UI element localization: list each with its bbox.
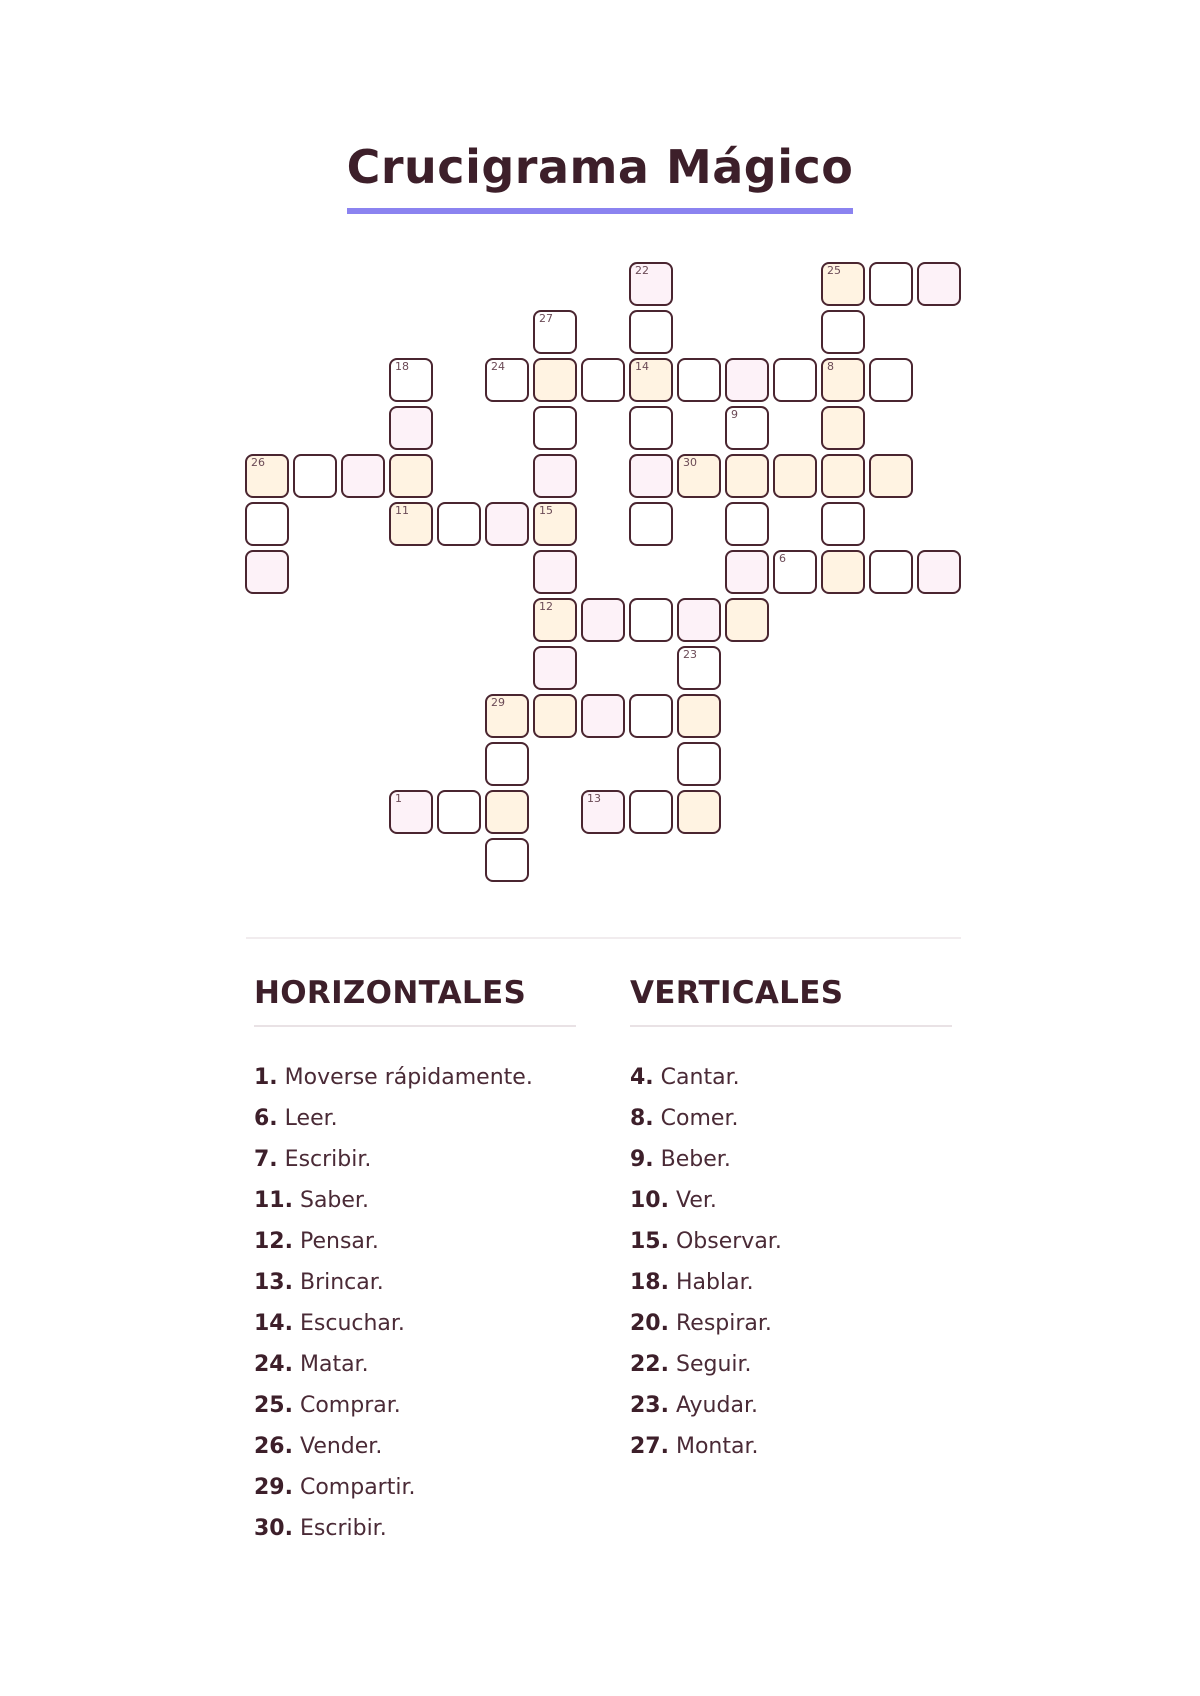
clue-text: Hablar. (675, 1270, 754, 1295)
clue-item (254, 1098, 576, 1139)
clue-number: 23. (630, 1393, 669, 1418)
clue-text: Beber. (660, 1147, 731, 1172)
cell-number: 8 (827, 360, 834, 373)
clue-item (254, 1180, 576, 1221)
clue-text: Comer. (660, 1106, 739, 1131)
clue-item (630, 1139, 952, 1180)
cell-number: 15 (539, 504, 553, 517)
crossword-cell[interactable] (869, 454, 913, 498)
clue-number: 27. (630, 1434, 669, 1459)
crossword-cell[interactable] (869, 550, 913, 594)
clue-item (630, 1344, 952, 1385)
clue-number: 18. (630, 1270, 669, 1295)
across-heading: HORIZONTALES (254, 975, 576, 1027)
clue-item (630, 1385, 952, 1426)
crossword-cell[interactable] (389, 406, 433, 450)
crossword-cell[interactable] (725, 550, 769, 594)
clue-text: Brincar. (299, 1270, 384, 1295)
crossword-cell[interactable] (677, 694, 721, 738)
clue-number: 24. (254, 1352, 293, 1377)
clue-number: 8. (630, 1106, 654, 1131)
cell-number: 27 (539, 312, 553, 325)
crossword-cell[interactable] (917, 262, 961, 306)
crossword-cell[interactable] (485, 838, 529, 882)
clue-number: 7. (254, 1147, 278, 1172)
crossword-cell[interactable] (581, 694, 625, 738)
cell-number: 18 (395, 360, 409, 373)
clue-number: 29. (254, 1475, 293, 1500)
clue-text: Observar. (675, 1229, 782, 1254)
crossword-cell[interactable] (485, 502, 529, 546)
clue-item (254, 1344, 576, 1385)
clue-number: 20. (630, 1311, 669, 1336)
crossword-cell[interactable] (629, 454, 673, 498)
cell-number: 22 (635, 264, 649, 277)
clue-number: 22. (630, 1352, 669, 1377)
clue-text: Leer. (284, 1106, 338, 1131)
crossword-cell[interactable] (485, 742, 529, 786)
crossword-cell[interactable] (677, 646, 721, 690)
crossword-cell[interactable] (581, 358, 625, 402)
clue-item (254, 1139, 576, 1180)
crossword-cell[interactable] (725, 598, 769, 642)
clue-item (630, 1098, 952, 1139)
crossword-cell[interactable] (677, 358, 721, 402)
crossword-cell[interactable] (677, 742, 721, 786)
clue-item (630, 1426, 952, 1467)
clue-item (630, 1303, 952, 1344)
crossword-cell[interactable] (533, 646, 577, 690)
crossword-cell[interactable] (677, 598, 721, 642)
cell-number: 14 (635, 360, 649, 373)
crossword-cell[interactable] (485, 358, 529, 402)
crossword-cell[interactable] (677, 790, 721, 834)
clue-number: 13. (254, 1270, 293, 1295)
crossword-cell[interactable] (821, 310, 865, 354)
crossword-cell[interactable] (725, 454, 769, 498)
clue-text: Escribir. (284, 1147, 372, 1172)
crossword-cell[interactable] (581, 598, 625, 642)
clue-text: Montar. (675, 1434, 759, 1459)
clue-number: 11. (254, 1188, 293, 1213)
crossword-cell[interactable] (533, 310, 577, 354)
crossword-cell[interactable] (485, 694, 529, 738)
crossword-cell[interactable] (341, 454, 385, 498)
clue-text: Escribir. (299, 1516, 387, 1541)
crossword-cell[interactable] (437, 790, 481, 834)
clue-item (254, 1262, 576, 1303)
crossword-cell[interactable] (533, 454, 577, 498)
crossword-cell[interactable] (773, 454, 817, 498)
clue-number: 25. (254, 1393, 293, 1418)
crossword-cell[interactable] (629, 790, 673, 834)
clue-number: 14. (254, 1311, 293, 1336)
cell-number: 6 (779, 552, 786, 565)
clue-number: 6. (254, 1106, 278, 1131)
clue-text: Compartir. (299, 1475, 416, 1500)
crossword-cell[interactable] (581, 790, 625, 834)
page-title: Crucigrama Mágico (347, 140, 854, 214)
crossword-cell[interactable] (629, 262, 673, 306)
clue-text: Escuchar. (299, 1311, 405, 1336)
clue-item (630, 1221, 952, 1262)
crossword-cell[interactable] (389, 790, 433, 834)
crossword-cell[interactable] (245, 550, 289, 594)
clue-item (630, 1262, 952, 1303)
crossword-cell[interactable] (677, 454, 721, 498)
clue-text: Matar. (299, 1352, 369, 1377)
clue-text: Respirar. (675, 1311, 772, 1336)
crossword-cell[interactable] (485, 790, 529, 834)
clue-number: 30. (254, 1516, 293, 1541)
crossword-cell[interactable] (773, 358, 817, 402)
crossword-cell[interactable] (821, 502, 865, 546)
title-container (0, 140, 1200, 214)
crossword-cell[interactable] (293, 454, 337, 498)
clue-text: Cantar. (660, 1065, 740, 1090)
crossword-cell[interactable] (533, 694, 577, 738)
clue-item (254, 1221, 576, 1262)
crossword-cell[interactable] (869, 262, 913, 306)
cell-number: 1 (395, 792, 402, 805)
clue-number: 4. (630, 1065, 654, 1090)
clue-item (254, 1467, 576, 1508)
clue-number: 10. (630, 1188, 669, 1213)
clue-item (254, 1385, 576, 1426)
clue-number: 9. (630, 1147, 654, 1172)
crossword-cell[interactable] (389, 502, 433, 546)
crossword-cell[interactable] (533, 502, 577, 546)
cell-number: 25 (827, 264, 841, 277)
clue-item (254, 1426, 576, 1467)
crossword-cell[interactable] (533, 550, 577, 594)
clue-text: Pensar. (299, 1229, 379, 1254)
cell-number: 26 (251, 456, 265, 469)
crossword-cell[interactable] (725, 406, 769, 450)
across-clues-section (254, 975, 576, 1549)
cell-number: 30 (683, 456, 697, 469)
clue-text: Moverse rápidamente. (284, 1065, 533, 1090)
crossword-cell[interactable] (917, 550, 961, 594)
crossword-cell[interactable] (725, 502, 769, 546)
crossword-cell[interactable] (245, 502, 289, 546)
cell-number: 24 (491, 360, 505, 373)
down-heading: VERTICALES (630, 975, 952, 1027)
clue-text: Saber. (299, 1188, 369, 1213)
crossword-cell[interactable] (773, 550, 817, 594)
cell-number: 13 (587, 792, 601, 805)
crossword-cell[interactable] (725, 358, 769, 402)
clue-number: 1. (254, 1065, 278, 1090)
crossword-cell[interactable] (533, 358, 577, 402)
cell-number: 29 (491, 696, 505, 709)
clue-number: 15. (630, 1229, 669, 1254)
crossword-cell[interactable] (629, 502, 673, 546)
divider (246, 937, 961, 939)
cell-number: 12 (539, 600, 553, 613)
clue-text: Comprar. (299, 1393, 401, 1418)
crossword-cell[interactable] (821, 358, 865, 402)
crossword-cell[interactable] (821, 406, 865, 450)
crossword-cell[interactable] (821, 454, 865, 498)
clue-item (254, 1057, 576, 1098)
clue-item (254, 1508, 576, 1549)
crossword-cell[interactable] (629, 358, 673, 402)
clue-item (630, 1057, 952, 1098)
clue-number: 26. (254, 1434, 293, 1459)
clue-text: Ver. (675, 1188, 717, 1213)
crossword-cell[interactable] (389, 454, 433, 498)
crossword-cell[interactable] (821, 262, 865, 306)
crossword-cell[interactable] (629, 598, 673, 642)
cell-number: 23 (683, 648, 697, 661)
cell-number: 9 (731, 408, 738, 421)
crossword-cell[interactable] (629, 406, 673, 450)
down-clue-list (630, 1057, 952, 1467)
across-clue-list (254, 1057, 576, 1549)
crossword-cell[interactable] (629, 310, 673, 354)
crossword-cell[interactable] (533, 598, 577, 642)
clue-text: Vender. (299, 1434, 383, 1459)
crossword-cell[interactable] (821, 550, 865, 594)
clue-item (254, 1303, 576, 1344)
crossword-cell[interactable] (437, 502, 481, 546)
crossword-cell[interactable] (245, 454, 289, 498)
clue-item (630, 1180, 952, 1221)
crossword-cell[interactable] (389, 358, 433, 402)
clue-text: Ayudar. (675, 1393, 758, 1418)
crossword-cell[interactable] (869, 358, 913, 402)
clue-number: 12. (254, 1229, 293, 1254)
crossword-cell[interactable] (629, 694, 673, 738)
down-clues-section (630, 975, 952, 1467)
cell-number: 11 (395, 504, 409, 517)
crossword-grid (245, 262, 970, 892)
crossword-cell[interactable] (533, 406, 577, 450)
clue-text: Seguir. (675, 1352, 752, 1377)
